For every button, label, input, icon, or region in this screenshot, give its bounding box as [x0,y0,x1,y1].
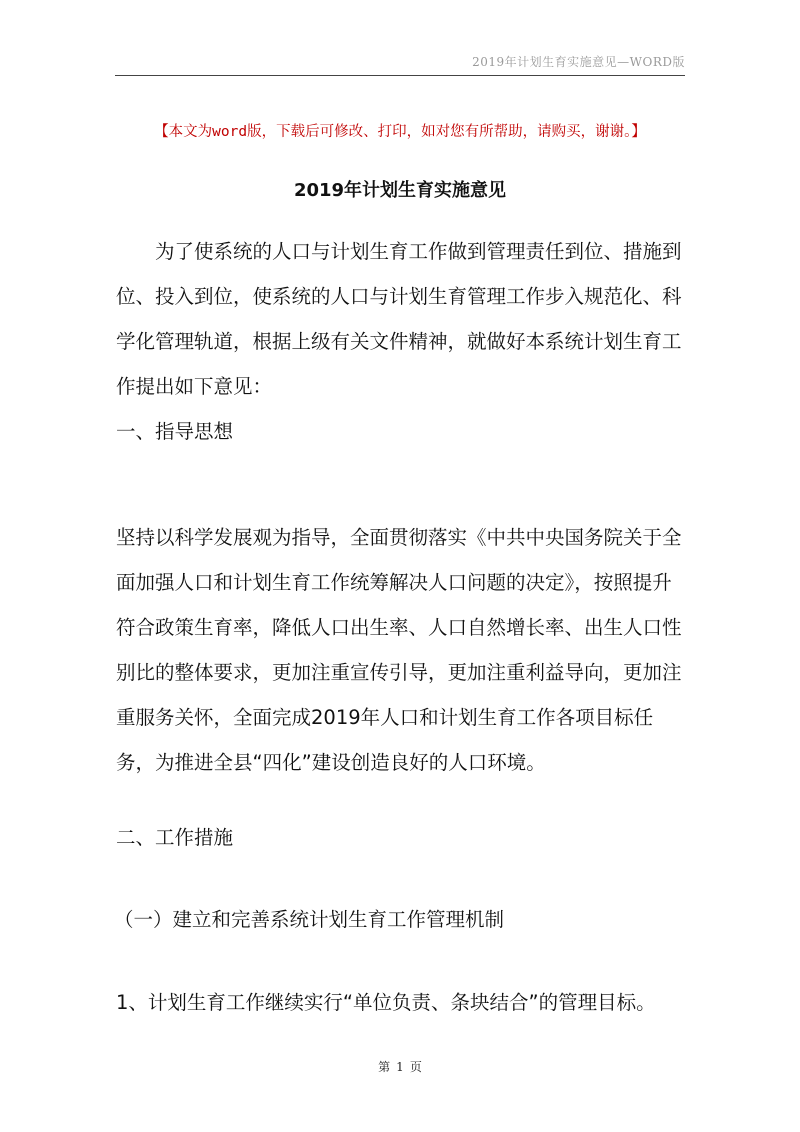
section-heading-work-measures: 二、工作措施 [116,826,234,849]
page-footer [0,1058,800,1075]
running-header: 2019年计划生育实施意见—WORD版 [472,55,685,69]
guiding-ideology-paragraph: 坚持以科学发展观为指导，全面贯彻落实《中共中央国务院关于全面加强人口和计划生育工作统筹解决人口问题的决定》，按照提升符合政策生育率，降低人口出生率、人口自然增长率、出生人口性别比的整体要求，更加注重宣传引导，更加注重利益导向，更加注重服务关怀，全面完成2019年人口和计划生育工作各项目标任务，为推进全县“四化”建设创造良好的人口环境。 [116,526,682,774]
section-heading-guiding-ideology: 一、指导思想 [116,420,234,443]
page-number: 1 [396,1060,404,1074]
purchase-notice: 【本文为word版，下载后可修改、打印，如对您有所帮助，请购买，谢谢。】 [154,124,646,140]
subsection-heading-management-mechanism: （一）建立和完善系统计划生育工作管理机制 [114,908,505,931]
list-item-1: 1、计划生育工作继续实行“单位负责、条块结合”的管理目标。 [116,991,656,1014]
intro-paragraph: 为了使系统的人口与计划生育工作做到管理责任到位、措施到位、投入到位，使系统的人口与计划生育管理工作步入规范化、科学化管理轨道，根据上级有关文件精神，就做好本系统计划生育工作提出如下意见： [116,240,682,398]
footer-prefix: 第 [378,1060,391,1074]
header-divider [115,75,685,76]
footer-suffix: 页 [409,1060,422,1074]
document-title: 2019年计划生育实施意见 [293,180,507,201]
